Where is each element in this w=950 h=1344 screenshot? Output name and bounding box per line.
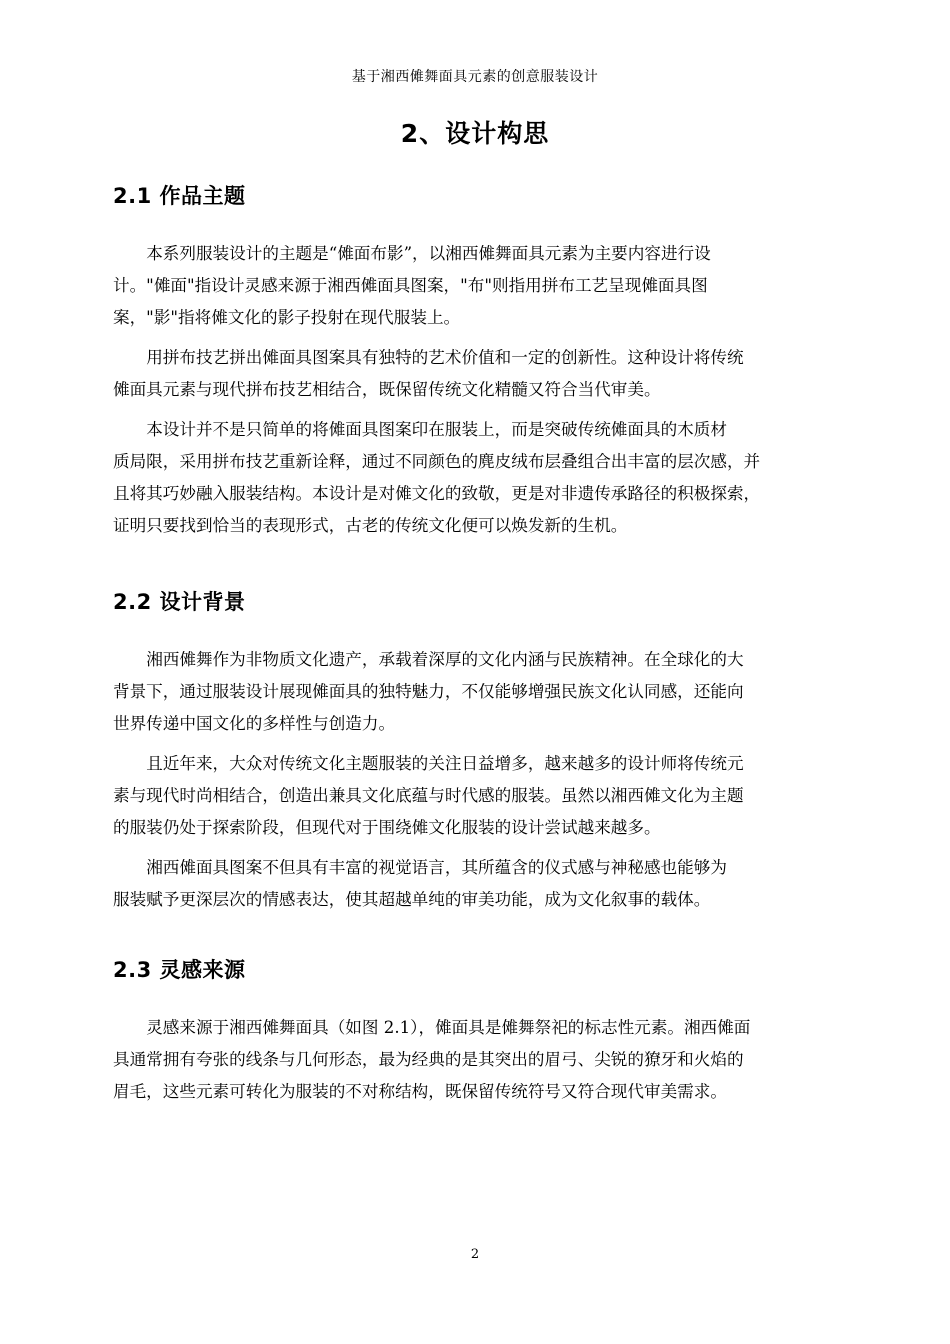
- chapter-title: 2、设计构思: [400, 119, 550, 148]
- section-heading-2-2: 2.2 设计背景: [113, 590, 246, 614]
- section-heading-2-1: 2.1 作品主题: [113, 184, 246, 208]
- text-line: 傩面具元素与现代拼布技艺相结合，既保留传统文化精髓又符合当代审美。: [113, 380, 661, 399]
- text-line: 本系列服装设计的主题是“傩面布影”，以湘西傩舞面具元素为主要内容进行设: [146, 244, 711, 263]
- paragraph-2-1-2: [113, 342, 835, 406]
- paragraph-2-1-3: [113, 414, 835, 542]
- paragraph-2-3-1: [113, 1012, 835, 1108]
- text-line: 证明只要找到恰当的表现形式，古老的传统文化便可以焕发新的生机。: [113, 516, 628, 535]
- text-line: 湘西傩舞作为非物质文化遗产，承载着深厚的文化内涵与民族精神。在全球化的大: [146, 650, 744, 669]
- text-line: 湘西傩面具图案不但具有丰富的视觉语言，其所蕴含的仪式感与神秘感也能够为: [146, 858, 727, 877]
- paragraph-2-2-1: [113, 644, 835, 740]
- section-heading-2-3: 2.3 灵感来源: [113, 958, 246, 982]
- paragraph-2-2-3: [113, 852, 835, 916]
- text-line: 用拼布技艺拼出傩面具图案具有独特的艺术价值和一定的创新性。这种设计将传统: [146, 348, 744, 367]
- text-line: 具通常拥有夸张的线条与几何形态，最为经典的是其突出的眉弓、尖锐的獠牙和火焰的: [113, 1050, 744, 1069]
- text-line: 素与现代时尚相结合，创造出兼具文化底蕴与时代感的服装。虽然以湘西傩文化为主题: [113, 786, 744, 805]
- text-line: 的服装仍处于探索阶段，但现代对于围绕傩文化服装的设计尝试越来越多。: [113, 818, 661, 837]
- text-line: 世界传递中国文化的多样性与创造力。: [113, 714, 396, 733]
- page-number: 2: [470, 1247, 480, 1262]
- paragraph-2-1-1: [113, 238, 835, 334]
- text-line: 计。"傩面"指设计灵感来源于湘西傩面具图案，"布"则指用拼布工艺呈现傩面具图: [113, 276, 708, 295]
- text-line: 案，"影"指将傩文化的影子投射在现代服装上。: [113, 308, 461, 327]
- text-line: 且近年来，大众对传统文化主题服装的关注日益增多，越来越多的设计师将传统元: [146, 754, 744, 773]
- text-line: 质局限，采用拼布技艺重新诠释，通过不同颜色的麂皮绒布层叠组合出丰富的层次感，并: [113, 452, 761, 471]
- paragraph-2-2-2: [113, 748, 835, 844]
- text-line: 眉毛，这些元素可转化为服装的不对称结构，既保留传统符号又符合现代审美需求。: [113, 1082, 727, 1101]
- text-line: 且将其巧妙融入服装结构。本设计是对傩文化的致敬，更是对非遗传承路径的积极探索，: [113, 484, 761, 503]
- text-line: 本设计并不是只简单的将傩面具图案印在服装上，而是突破传统傩面具的木质材: [146, 420, 727, 439]
- text-line: 服装赋予更深层次的情感表达，使其超越单纯的审美功能，成为文化叙事的载体。: [113, 890, 711, 909]
- text-line: 背景下，通过服装设计展现傩面具的独特魅力，不仅能够增强民族文化认同感，还能向: [113, 682, 744, 701]
- running-header: 基于湘西傩舞面具元素的创意服装设计: [351, 69, 599, 85]
- text-line: 灵感来源于湘西傩舞面具（如图 2.1），傩面具是傩舞祭祀的标志性元素。湘西傩面: [146, 1018, 751, 1037]
